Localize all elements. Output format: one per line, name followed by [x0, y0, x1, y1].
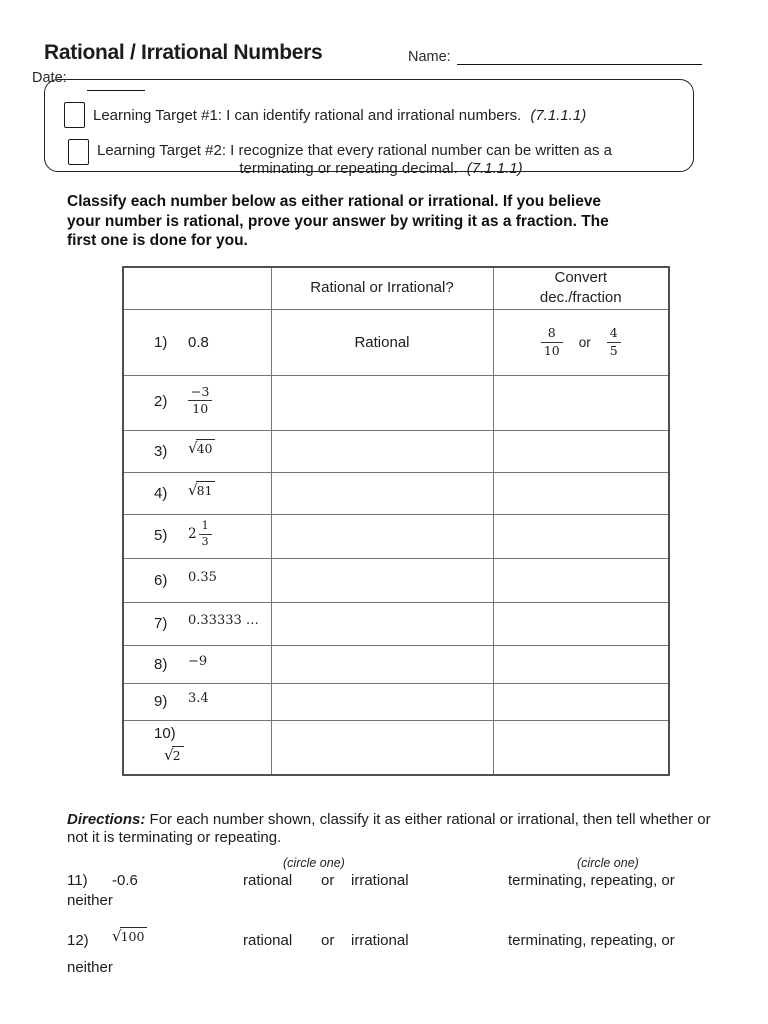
learning-target-2-code: (7.1.1.1) — [466, 160, 523, 177]
learning-target-2-cont: terminating or repeating decimal. — [239, 160, 458, 177]
table-row — [123, 472, 669, 514]
row-number-label: 10) — [154, 724, 176, 742]
fraction-numerator: 4 — [607, 326, 621, 342]
learning-target-2-line1: Learning Target #2: I recognize that every rational number can be written as a — [97, 142, 613, 159]
classification-table — [122, 266, 670, 776]
instructions-line-1: Classify each number below as either rational or irrational. If you believe — [67, 193, 602, 210]
radicand: 100 — [120, 927, 148, 944]
radical-sign: √ — [188, 481, 198, 499]
row-number-label: 5) — [154, 527, 168, 544]
item-11-option-irrational[interactable]: irrational — [351, 872, 409, 889]
learning-target-1-text — [93, 107, 586, 124]
circle-one-label-left: (circle one) — [283, 856, 345, 870]
col-header-convert — [493, 267, 669, 309]
item-12-value-sqrt-100 — [112, 926, 147, 945]
directions-text: For each number shown, classify it as either rational or irrational, then tell whether or not it is terminating or repeating. — [67, 811, 711, 846]
number-cell — [123, 430, 271, 472]
fraction-denominator: 5 — [609, 342, 618, 358]
learning-target-1-code: (7.1.1.1) — [530, 107, 587, 124]
radical-sign: √ — [164, 745, 174, 764]
directions-paragraph — [67, 811, 729, 846]
row-value: 0.8 — [188, 333, 209, 351]
number-cell — [123, 309, 271, 375]
date-blank-field[interactable] — [87, 76, 145, 91]
fraction — [607, 326, 621, 358]
row-number-label: 3) — [154, 443, 168, 460]
item-12-option-neither[interactable]: neither — [67, 959, 113, 976]
page-title: Rational / Irrational Numbers — [44, 41, 323, 64]
name-blank-field[interactable] — [457, 50, 702, 65]
mixed-whole: 2 — [188, 526, 197, 542]
classification-table-body — [123, 267, 669, 775]
fraction-numerator: 1 — [199, 520, 212, 535]
row-number-label: 6) — [154, 571, 168, 589]
table-row — [123, 558, 669, 602]
square-root — [164, 746, 184, 764]
instructions-line-2: your number is rational, prove your answer by writing it as a fraction. The — [67, 212, 609, 230]
answer-cell-classification[interactable] — [271, 375, 493, 430]
answer-cell-classification[interactable] — [271, 602, 493, 645]
number-cell — [123, 375, 271, 430]
radicand: 81 — [196, 481, 216, 498]
classification-cell: Rational — [271, 309, 493, 375]
answer-cell-classification[interactable] — [271, 430, 493, 472]
answer-cell-convert[interactable] — [493, 375, 669, 430]
fraction — [541, 326, 563, 358]
answer-cell-classification[interactable] — [271, 720, 493, 775]
item-11-option-neither[interactable]: neither — [67, 892, 113, 909]
item-12-or: or — [321, 932, 335, 949]
item-11-option-rational[interactable]: rational — [243, 872, 293, 889]
row-number-label: 4) — [154, 485, 168, 502]
radicand: 40 — [196, 439, 216, 456]
answer-cell-convert[interactable] — [493, 514, 669, 558]
table-row — [123, 683, 669, 720]
number-cell — [123, 472, 271, 514]
table-corner-cell — [123, 267, 271, 309]
table-row — [123, 514, 669, 558]
table-row — [123, 720, 669, 775]
name-label: Name: — [408, 49, 451, 65]
table-row — [123, 602, 669, 645]
learning-target-2-line2 — [56, 160, 706, 177]
answer-cell-convert[interactable] — [493, 645, 669, 683]
fraction-denominator: 3 — [201, 534, 209, 548]
number-cell — [123, 602, 271, 645]
item-12-option-irrational[interactable]: irrational — [351, 932, 409, 949]
number-cell — [123, 558, 271, 602]
classify-instructions — [67, 192, 609, 251]
table-header-row — [123, 267, 669, 309]
convert-cell — [493, 309, 669, 375]
answer-cell-classification[interactable] — [271, 514, 493, 558]
row-value: 0.35 — [188, 569, 217, 585]
item-11-option-terminating-repeating[interactable]: terminating, repeating, or — [508, 872, 675, 889]
answer-cell-convert[interactable] — [493, 683, 669, 720]
item-11-label: 11) — [67, 872, 88, 889]
fraction — [188, 385, 212, 417]
answer-cell-convert[interactable] — [493, 472, 669, 514]
fraction-numerator: −3 — [188, 385, 212, 401]
item-11-or: or — [321, 872, 335, 889]
answer-cell-convert[interactable] — [493, 558, 669, 602]
answer-cell-convert[interactable] — [493, 602, 669, 645]
convert-header-line1: Convert — [554, 269, 608, 287]
fraction-numerator: 8 — [541, 326, 563, 342]
learning-target-1-label: Learning Target #1: I can identify rational and irrational numbers. — [93, 107, 522, 124]
square-root — [188, 439, 215, 457]
fraction — [199, 520, 212, 548]
row-number-label: 1) — [154, 333, 168, 351]
answer-cell-classification[interactable] — [271, 472, 493, 514]
item-11-value: -0.6 — [112, 872, 138, 889]
row-value: 0.33333 … — [188, 613, 259, 628]
number-cell — [123, 683, 271, 720]
radical-sign: √ — [188, 439, 198, 457]
row-number-label: 2) — [154, 393, 168, 411]
table-row — [123, 645, 669, 683]
row-value: −9 — [188, 653, 208, 669]
instructions-line-3: first one is done for you. — [67, 232, 248, 249]
col-header-rational-or-irrational: Rational or Irrational? — [271, 267, 493, 309]
date-label: Date: — [32, 70, 67, 86]
table-row — [123, 375, 669, 430]
answer-cell-classification[interactable] — [271, 645, 493, 683]
answer-cell-convert[interactable] — [493, 430, 669, 472]
row-math — [154, 746, 271, 764]
convert-header-line2: dec./fraction — [539, 289, 622, 307]
circle-one-label-right: (circle one) — [577, 856, 639, 870]
mixed-number — [188, 520, 212, 548]
item-12-label: 12) — [67, 932, 89, 949]
table-row — [123, 309, 669, 375]
or-label: or — [578, 334, 591, 350]
table-row — [123, 430, 669, 472]
fraction-denominator: 10 — [192, 401, 209, 416]
answer-cell-convert[interactable] — [493, 720, 669, 775]
row-value: 3.4 — [188, 691, 209, 706]
answer-cell-classification[interactable] — [271, 683, 493, 720]
number-cell — [123, 645, 271, 683]
learning-target-1-checkbox[interactable] — [64, 102, 85, 128]
item-12-option-terminating-repeating[interactable]: terminating, repeating, or — [508, 932, 675, 949]
directions-label: Directions: — [67, 811, 146, 828]
row-number-label: 7) — [154, 615, 168, 632]
number-cell — [123, 720, 271, 775]
row-number-label: 8) — [154, 655, 168, 673]
square-root — [188, 481, 215, 499]
item-12-option-rational[interactable]: rational — [243, 932, 293, 949]
number-cell — [123, 514, 271, 558]
row-number-label: 9) — [154, 693, 168, 710]
radical-sign: √ — [112, 927, 122, 945]
radicand: 2 — [172, 746, 184, 763]
convert-content — [494, 326, 669, 358]
fraction-denominator: 10 — [543, 342, 560, 358]
answer-cell-classification[interactable] — [271, 558, 493, 602]
